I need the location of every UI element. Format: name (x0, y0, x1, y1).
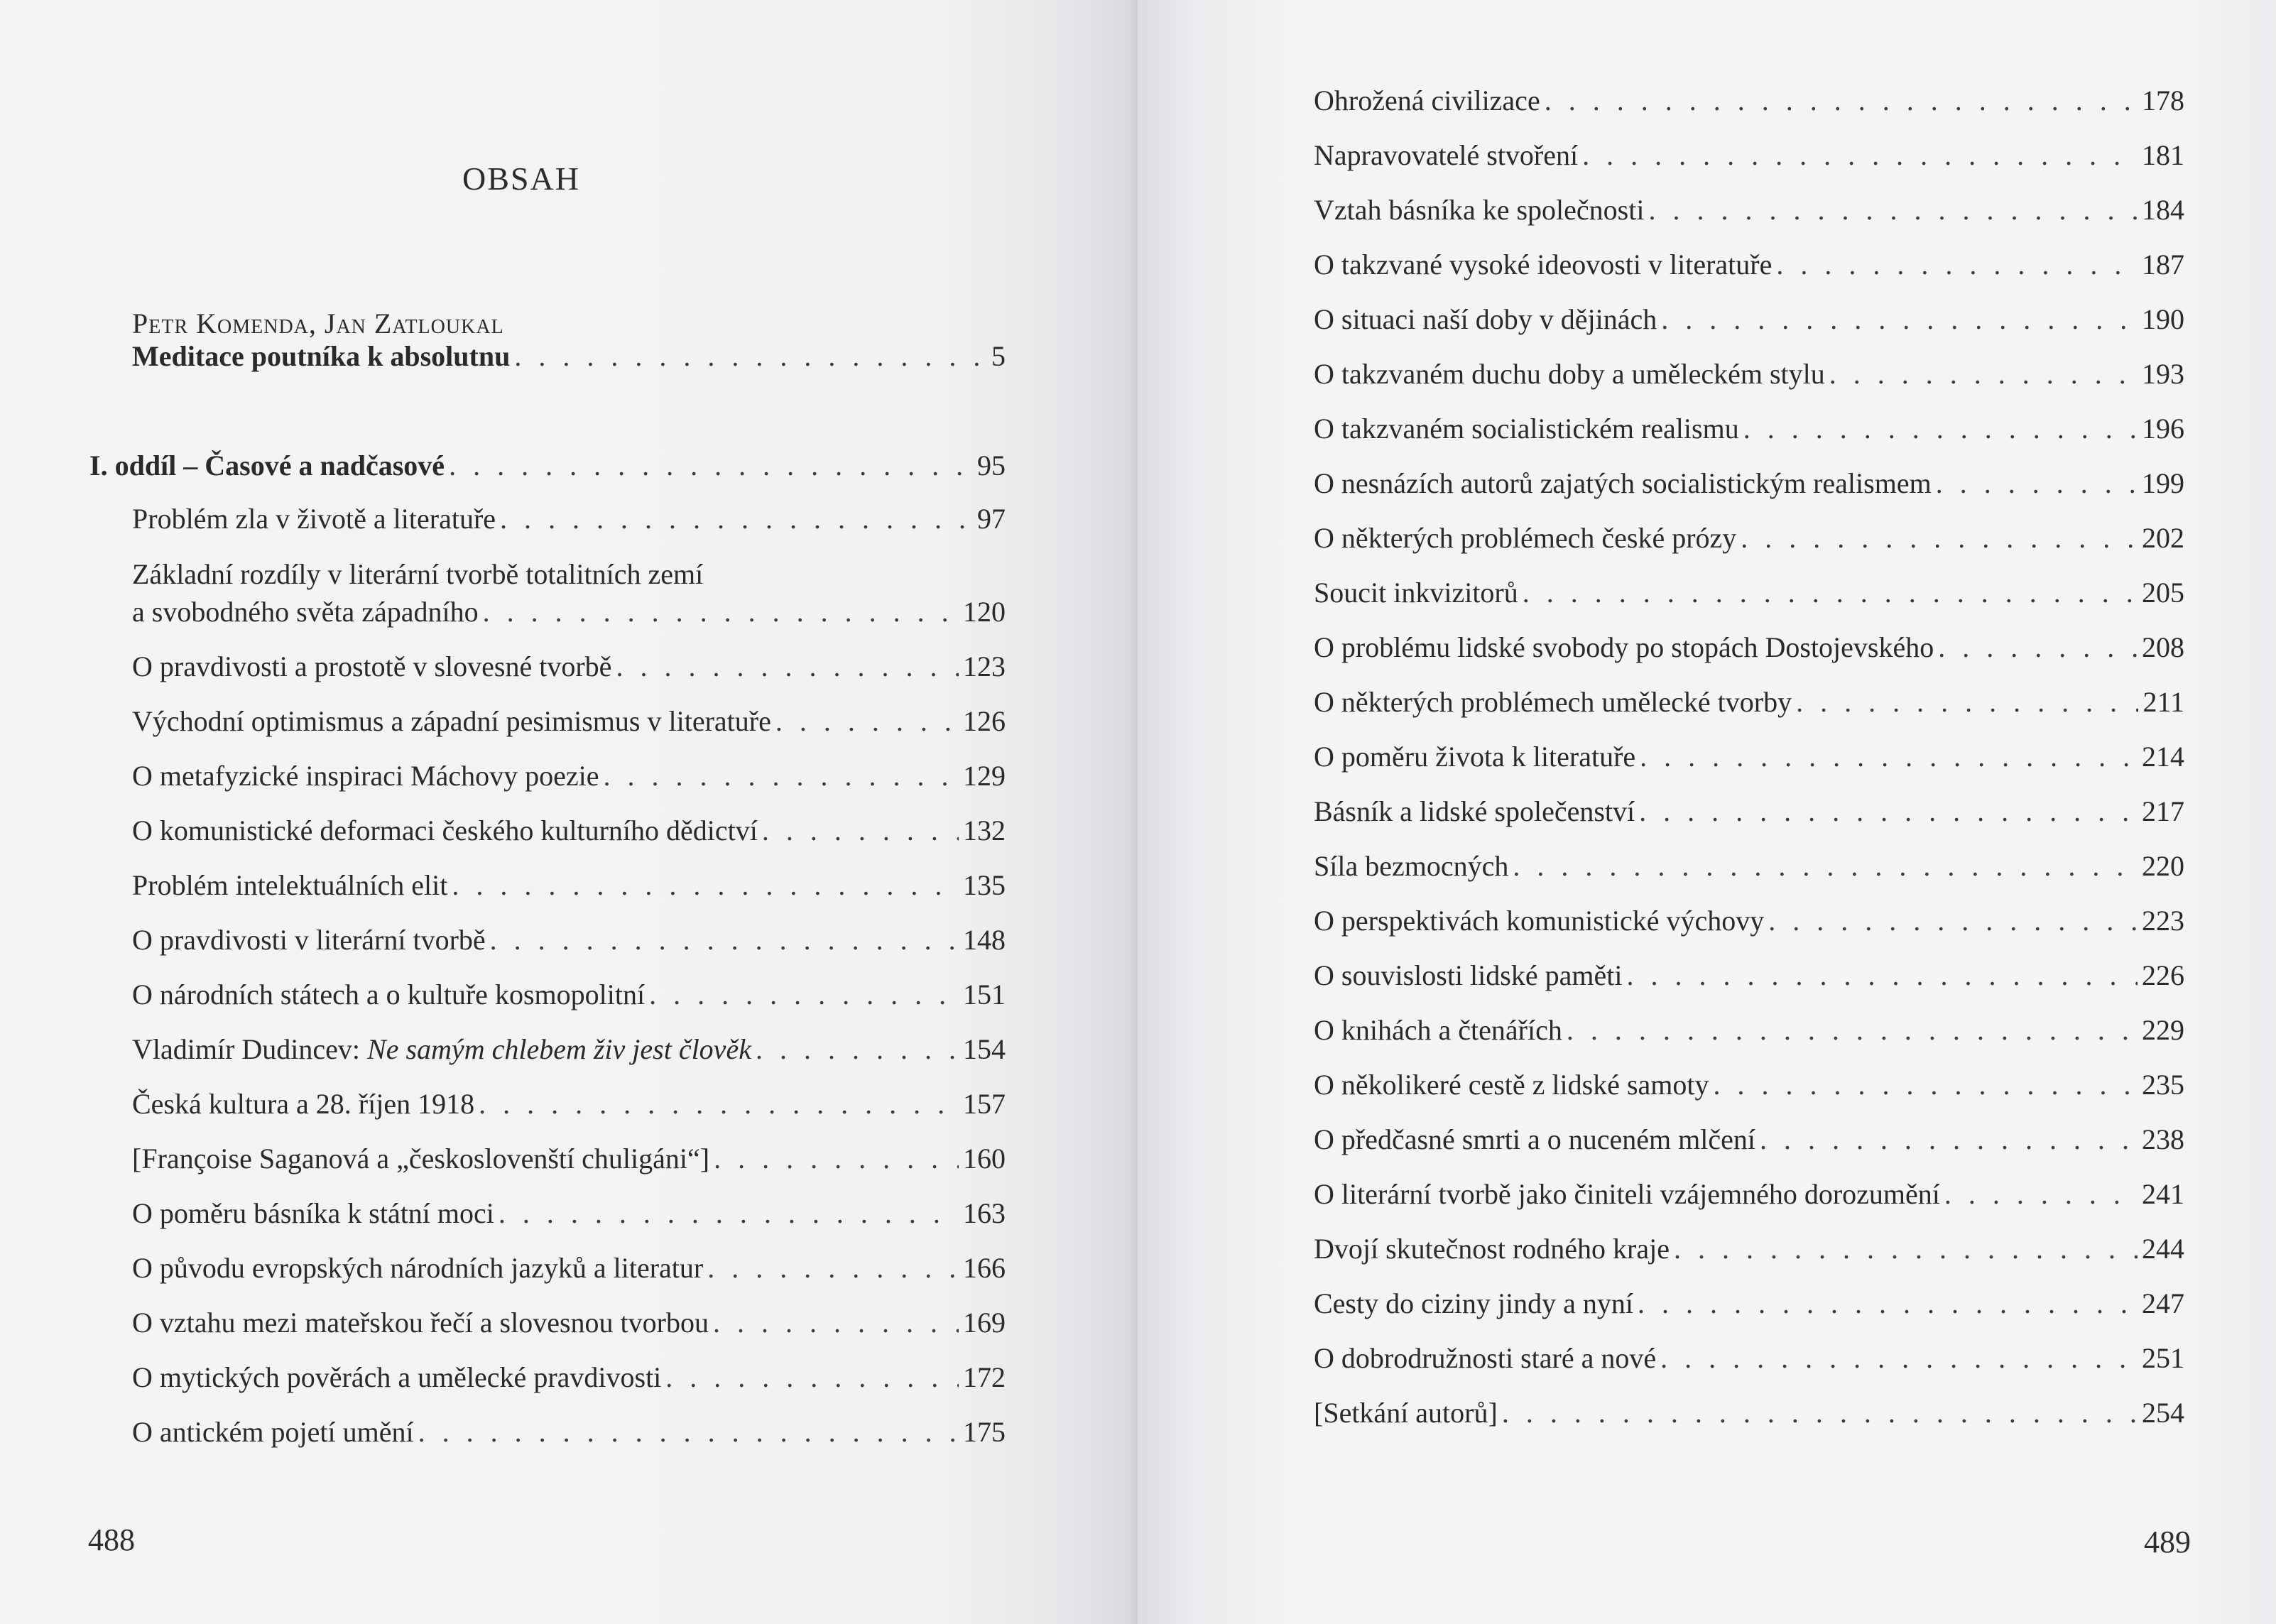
toc-entry (132, 923, 1006, 957)
toc-entry (1314, 576, 2184, 609)
toc-entry-page: 202 (2142, 522, 2184, 554)
toc-entry-title-line1: Základní rozdíly v literární tvorbě totalitních zemí (132, 558, 704, 590)
toc-entry-page: 5 (991, 340, 1006, 372)
toc-entry-title: Básník a lidské společenství (1314, 795, 1635, 827)
toc-entry-title: O mytických pověrách a umělecké pravdivosti (132, 1361, 662, 1393)
toc-entry-page: 120 (963, 596, 1006, 628)
toc-entry-page: 247 (2142, 1287, 2184, 1319)
dot-leader (1545, 84, 2138, 117)
toc-entry-title: O komunistické deformaci českého kulturního dědictví (132, 814, 758, 846)
dot-leader (713, 1306, 959, 1339)
toc-entry-title: O několikeré cestě z lidské samoty (1314, 1069, 1709, 1101)
dot-leader (762, 814, 959, 847)
dot-leader (1640, 740, 2138, 773)
toc-entry-page: 178 (2142, 85, 2184, 116)
toc-entry-title: O poměru básníka k státní moci (132, 1197, 494, 1229)
dot-leader (1741, 521, 2138, 555)
toc-entry-title: Soucit inkvizitorů (1314, 577, 1518, 609)
toc-entry-title (132, 1032, 751, 1066)
toc-entry-title: O problému lidské svobody po stopách Dostojevského (1314, 631, 1934, 663)
toc-entry-page: 166 (963, 1252, 1006, 1284)
toc-entry (1314, 1396, 2184, 1429)
toc-entry-title: Vztah básníka ke společnosti (1314, 194, 1645, 226)
toc-entry-title: O souvislosti lidské paměti (1314, 959, 1623, 991)
dot-leader (1829, 357, 2138, 391)
dot-leader (1713, 1068, 2138, 1101)
toc-entry-title: Cesty do ciziny jindy a nyní (1314, 1287, 1633, 1319)
dot-leader (1938, 631, 2138, 664)
toc-entry-title: I. oddíl – Časové a nadčasové (89, 449, 445, 481)
toc-entry (1314, 1287, 2184, 1320)
dot-leader (1768, 904, 2138, 937)
toc-entry-page: 199 (2142, 467, 2184, 499)
dot-leader (1796, 685, 2138, 719)
toc-entry-page: 160 (963, 1143, 1006, 1175)
toc-entry-intro (132, 339, 1006, 373)
toc-entry-page: 157 (963, 1088, 1006, 1120)
intro-authors: Petr Komenda, Jan Zatloukal (132, 307, 504, 339)
toc-entry (132, 868, 1006, 902)
toc-entry-title: O dobrodružnosti staré a nové (1314, 1342, 1657, 1374)
toc-entry-page: 229 (2142, 1014, 2184, 1046)
toc-entry (132, 1142, 1006, 1175)
toc-entry (132, 759, 1006, 792)
toc-entry-title: O některých problémech umělecké tvorby (1314, 686, 1792, 718)
dot-leader (1674, 1232, 2138, 1265)
toc-entry-title: O situaci naší doby v dějinách (1314, 303, 1657, 335)
toc-entry-title: O takzvaném socialistickém realismu (1314, 413, 1739, 445)
toc-entry-page: 172 (963, 1361, 1006, 1393)
toc-entry-title: O vztahu mezi mateřskou řečí a slovesnou tvorbou (132, 1307, 709, 1339)
toc-entry (1314, 1068, 2184, 1101)
toc-entry-title: O pravdivosti a prostotě v slovesné tvorbě (132, 650, 612, 682)
toc-entry-page: 163 (963, 1197, 1006, 1229)
toc-entry-title: Problém zla v životě a literatuře (132, 503, 496, 535)
toc-entry-page: 187 (2142, 249, 2184, 280)
dot-leader (1582, 138, 2138, 172)
dot-leader (1660, 1341, 2138, 1375)
toc-entry-page: 181 (2142, 139, 2184, 171)
toc-entry-page: 193 (2142, 358, 2184, 390)
toc-entry-title: O národních státech a o kultuře kosmopolitní (132, 979, 646, 1010)
toc-entry-page: 97 (977, 503, 1006, 535)
toc-entry (1314, 1177, 2184, 1211)
toc-entry-title: Napravovatelé stvoření (1314, 139, 1579, 171)
dot-leader (479, 1087, 959, 1121)
toc-entry (1314, 1123, 2184, 1156)
toc-entry (1314, 357, 2184, 391)
toc-entry-title: O pravdivosti v literární tvorbě (132, 924, 486, 956)
dot-leader (1513, 849, 2138, 883)
toc-entry-title-italic: Ne samým chlebem živ jest člověk (367, 1033, 751, 1065)
toc-entry-page: 244 (2142, 1233, 2184, 1265)
toc-entry-title: O metafyzické inspiraci Máchovy poezie (132, 760, 599, 792)
toc-entry (132, 704, 1006, 738)
toc-entry-title: a svobodného světa západního (132, 596, 479, 628)
dot-leader (707, 1251, 959, 1285)
toc-entry-title-regular: Vladimír Dudincev: (132, 1033, 368, 1065)
toc-entry-title: [Setkání autorů] (1314, 1397, 1498, 1429)
dot-leader (665, 1361, 959, 1394)
toc-entry-page: 217 (2142, 795, 2184, 827)
dot-leader (616, 650, 959, 683)
toc-entry (1314, 467, 2184, 500)
dot-leader (483, 595, 959, 628)
toc-entry-page: 211 (2142, 686, 2184, 718)
toc-entry-page: 129 (963, 760, 1006, 792)
toc-section-heading (89, 449, 1006, 482)
dot-leader (1648, 193, 2138, 227)
dot-leader (649, 978, 959, 1011)
toc-entry (132, 1415, 1006, 1449)
toc-entry (1314, 521, 2184, 555)
dot-leader (1776, 248, 2138, 281)
toc-entry (1314, 1341, 2184, 1375)
toc-entry-page: 135 (963, 869, 1006, 901)
toc-entry (132, 1087, 1006, 1121)
dot-leader (490, 923, 959, 957)
toc-entry-title: O původu evropských národních jazyků a literatur (132, 1252, 704, 1284)
toc-entry-page: 205 (2142, 577, 2184, 609)
toc-entry (1314, 1232, 2184, 1265)
dot-leader (449, 449, 973, 482)
toc-entry (1314, 138, 2184, 172)
toc-entry-page: 241 (2142, 1178, 2184, 1210)
toc-entry-title: O některých problémech české prózy (1314, 522, 1737, 554)
toc-entry (1314, 959, 2184, 992)
toc-entry-title: O nesnázích autorů zajatých socialistickým realismem (1314, 467, 1932, 499)
toc-entry-title: Problém intelektuálních elit (132, 869, 448, 901)
dot-leader (1743, 412, 2138, 445)
toc-entry (132, 978, 1006, 1011)
right-page (1138, 0, 2276, 1624)
dot-leader (1626, 959, 2138, 992)
toc-entry (1314, 84, 2184, 117)
dot-leader (1502, 1396, 2138, 1429)
toc-entry-title: O antickém pojetí umění (132, 1416, 414, 1448)
toc-heading: OBSAH (462, 160, 580, 197)
dot-leader (500, 502, 973, 535)
toc-entry (132, 1251, 1006, 1285)
toc-entry (132, 1361, 1006, 1394)
dot-leader (1523, 576, 2138, 609)
dot-leader (514, 339, 987, 373)
toc-entry (132, 502, 1006, 535)
toc-entry-page: 95 (977, 449, 1006, 481)
toc-entry-title: Česká kultura a 28. říjen 1918 (132, 1088, 475, 1120)
toc-entry-title: O poměru života k literatuře (1314, 741, 1636, 773)
dot-leader (1936, 467, 2138, 500)
dot-leader (756, 1032, 959, 1066)
toc-entry (1314, 795, 2184, 828)
toc-entry (132, 814, 1006, 847)
dot-leader (604, 759, 959, 792)
toc-entry-page: 154 (963, 1033, 1006, 1065)
toc-entry (1314, 1013, 2184, 1047)
dot-leader (1567, 1013, 2138, 1047)
toc-entry-page: 235 (2142, 1069, 2184, 1101)
toc-entry-title: Dvojí skutečnost rodného kraje (1314, 1233, 1670, 1265)
toc-entry-title: Východní optimismus a západní pesimismus v literatuře (132, 705, 771, 737)
toc-entry (132, 1032, 1006, 1066)
toc-entry-page: 132 (963, 814, 1006, 846)
toc-entry-title: Meditace poutníka k absolutnu (132, 340, 511, 372)
toc-entry-page: 169 (963, 1307, 1006, 1339)
toc-entry-page: 226 (2142, 959, 2184, 991)
page-number-left: 488 (88, 1522, 135, 1557)
toc-entry-title: O literární tvorbě jako činiteli vzájemného dorozumění (1314, 1178, 1940, 1210)
toc-entry-title: O takzvaném duchu doby a uměleckém stylu (1314, 358, 1825, 390)
toc-entry-title: O takzvané vysoké ideovosti v literatuře (1314, 249, 1773, 280)
toc-entry-page: 123 (963, 650, 1006, 682)
toc-entry-page: 208 (2142, 631, 2184, 663)
dot-leader (1760, 1123, 2138, 1156)
toc-entry-page: 126 (963, 705, 1006, 737)
toc-entry-title: O knihách a čtenářích (1314, 1014, 1562, 1046)
toc-entry (1314, 193, 2184, 227)
toc-entry-page: 220 (2142, 850, 2184, 882)
toc-entry-title: Síla bezmocných (1314, 850, 1509, 882)
toc-entry (1314, 685, 2184, 719)
page-number-right: 489 (2144, 1525, 2191, 1559)
dot-leader (452, 868, 959, 902)
dot-leader (418, 1415, 959, 1449)
dot-leader (1661, 303, 2138, 336)
toc-entry-page: 223 (2142, 905, 2184, 937)
toc-entry-title: O perspektivách komunistické výchovy (1314, 905, 1765, 937)
dot-leader (1638, 1287, 2138, 1320)
toc-entry (132, 1197, 1006, 1230)
toc-entry-page: 151 (963, 979, 1006, 1010)
toc-entry (132, 1306, 1006, 1339)
toc-entry (1314, 412, 2184, 445)
toc-entry-page: 238 (2142, 1123, 2184, 1155)
toc-entry (1314, 740, 2184, 773)
toc-entry-title: Ohrožená civilizace (1314, 85, 1540, 116)
toc-entry-title: [Françoise Saganová a „českoslovenští chuligáni“] (132, 1143, 710, 1175)
toc-entry-page: 184 (2142, 194, 2184, 226)
toc-entry (132, 650, 1006, 683)
toc-entry (1314, 248, 2184, 281)
dot-leader (775, 704, 959, 738)
toc-entry-page: 148 (963, 924, 1006, 956)
toc-entry (1314, 631, 2184, 664)
toc-entry-page: 214 (2142, 741, 2184, 773)
toc-entry-page: 175 (963, 1416, 1006, 1448)
dot-leader (499, 1197, 959, 1230)
toc-entry (1314, 303, 2184, 336)
toc-entry-title: O předčasné smrti a o nuceném mlčení (1314, 1123, 1755, 1155)
toc-entry (1314, 904, 2184, 937)
toc-entry (1314, 849, 2184, 883)
toc-entry-page: 196 (2142, 413, 2184, 445)
dot-leader (1944, 1177, 2138, 1211)
toc-entry-page: 254 (2142, 1397, 2184, 1429)
dot-leader (1639, 795, 2138, 828)
dot-leader (714, 1142, 959, 1175)
toc-entry-page: 251 (2142, 1342, 2184, 1374)
toc-entry (132, 595, 1006, 628)
toc-entry-page: 190 (2142, 303, 2184, 335)
